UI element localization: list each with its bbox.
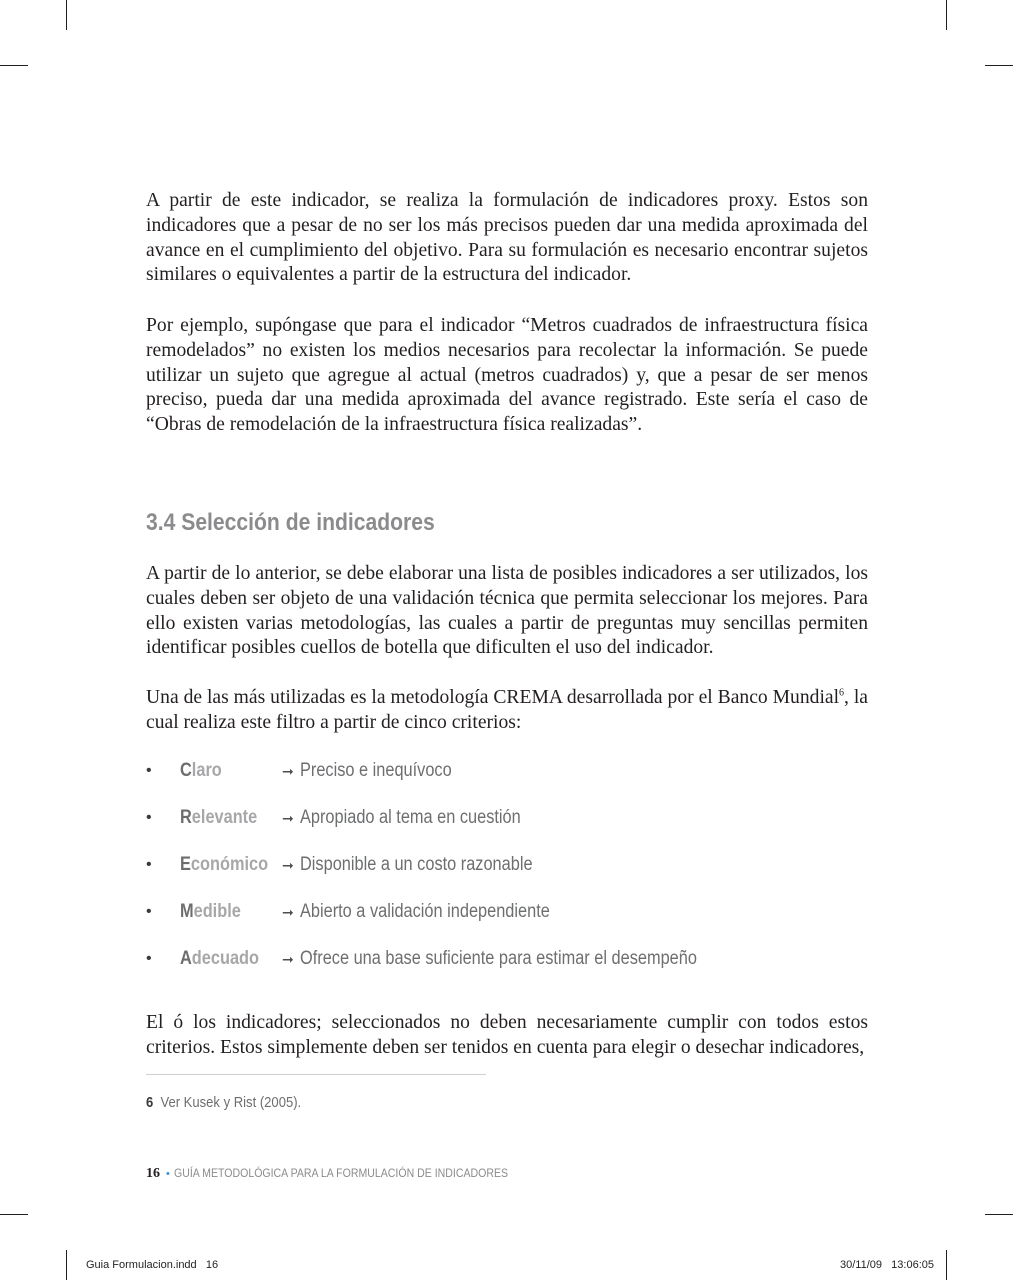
arrow-right-icon: ➞: [282, 951, 294, 967]
criterion-initial: R: [180, 807, 192, 828]
criterion-description: Ofrece una base suficiente para estimar el desempeño: [300, 948, 697, 969]
crop-mark-bottom-left-h: [0, 1214, 28, 1215]
criterion-description: Apropiado al tema en cuestión: [300, 807, 521, 828]
arrow-right-icon: ➞: [282, 904, 294, 920]
section-heading: 3.4 Selección de indicadores: [146, 509, 435, 536]
criterion-term-rest: decuado: [191, 948, 259, 969]
criterion-term: [180, 755, 222, 787]
paragraph-example: Por ejemplo, supóngase que para el indicador “Metros cuadrados de infraestructura física remodelados” no existen los medios necesarios para recolectar la información. Se puede utilizar un sujeto que agregue al actual (metros cuadrados) y, que a pesar de ser menos preciso, pueda dar una medida aproximada del avance registrado. Este sería el caso de “Obras de remodelación de la infraestructura física realizadas”.: [146, 315, 868, 436]
paragraph-criteria-note: El ó los indicadores; seleccionados no deben necesariamente cumplir con todos estos criterios. Estos simplemente deben ser tenidos en cuenta para elegir o desechar indicadores,: [146, 1012, 868, 1058]
bullet-icon: •: [146, 809, 152, 826]
running-footer: [146, 1163, 554, 1184]
slug-timestamp: 30/11/09 13:06:05: [840, 1259, 934, 1271]
criterion-term: [180, 896, 241, 928]
footnote-reference[interactable]: 6: [839, 687, 845, 699]
footnote-text: Ver Kusek y Rist (2005).: [160, 1095, 302, 1111]
running-title: GUÍA METODOLÓGICA PARA LA FORMULACIÓN DE INDICADORES: [173, 1166, 508, 1180]
crop-mark-top-right-h: [985, 65, 1013, 66]
criterion-description: Disponible a un costo razonable: [300, 854, 533, 875]
criterion-term-rest: laro: [191, 760, 222, 781]
paragraph-crema: [146, 686, 868, 736]
arrow-right-icon: ➞: [282, 810, 294, 826]
criterion-term: [180, 943, 259, 975]
paragraph-proxy-indicators: A partir de este indicador, se realiza la formulación de indicadores proxy. Estos son indicadores que a pesar de no ser los más precisos pueden dar una medida aproximada del avance en el cumplimiento del objetivo. Para su formulación es necesario encontrar sujetos similares o equivalentes a partir de la estructura del indicador.: [146, 190, 868, 286]
bullet-icon: •: [146, 856, 152, 873]
criterion-description: Preciso e inequívoco: [300, 760, 452, 781]
crop-mark-bottom-left: [66, 1250, 67, 1280]
criterion-term: [180, 802, 257, 834]
crop-mark-top-right: [946, 0, 947, 30]
criterion-description: Abierto a validación independiente: [300, 901, 550, 922]
bullet-icon: •: [146, 762, 152, 779]
folio-dot-icon: •: [166, 1168, 170, 1180]
criterion-term-rest: elevante: [191, 807, 258, 828]
slug-file-info: Guia Formulacion.indd 16: [86, 1259, 219, 1271]
criterion-initial: A: [180, 948, 192, 969]
bullet-icon: •: [146, 903, 152, 920]
criterion-term-rest: edible: [193, 901, 241, 922]
criterion-initial: M: [180, 901, 194, 922]
page-number: 16: [146, 1166, 160, 1181]
crop-mark-top-left: [66, 0, 67, 30]
criterion-term: [180, 849, 268, 881]
arrow-right-icon: ➞: [282, 857, 294, 873]
crop-mark-bottom-right: [946, 1250, 947, 1280]
bullet-icon: •: [146, 950, 152, 967]
crop-mark-top-left-h: [0, 65, 28, 66]
footnote-number: 6: [146, 1095, 154, 1111]
crop-mark-bottom-right-h: [985, 1214, 1013, 1215]
paragraph-selection: A partir de lo anterior, se debe elaborar una lista de posibles indicadores a ser utilizados, los cuales deben ser objeto de una validación técnica que permita seleccionar los mejores. Para ello existen varias metodologías, las cuales a partir de preguntas muy sencillas permiten identificar posibles cuellos de botella que dificulten el uso del indicador.: [146, 563, 868, 659]
crema-text-tail: , la cual realiza este filtro a partir de cinco criterios:: [146, 687, 868, 733]
criterion-initial: C: [180, 760, 192, 781]
arrow-right-icon: ➞: [282, 763, 294, 779]
crema-text: Una de las más utilizadas es la metodología CREMA desarrollada por el Banco Mundial: [146, 687, 840, 708]
footnote: [146, 1093, 301, 1113]
criterion-initial: E: [180, 854, 191, 875]
criterion-term-rest: conómico: [190, 854, 269, 875]
footnote-divider: [146, 1074, 486, 1075]
